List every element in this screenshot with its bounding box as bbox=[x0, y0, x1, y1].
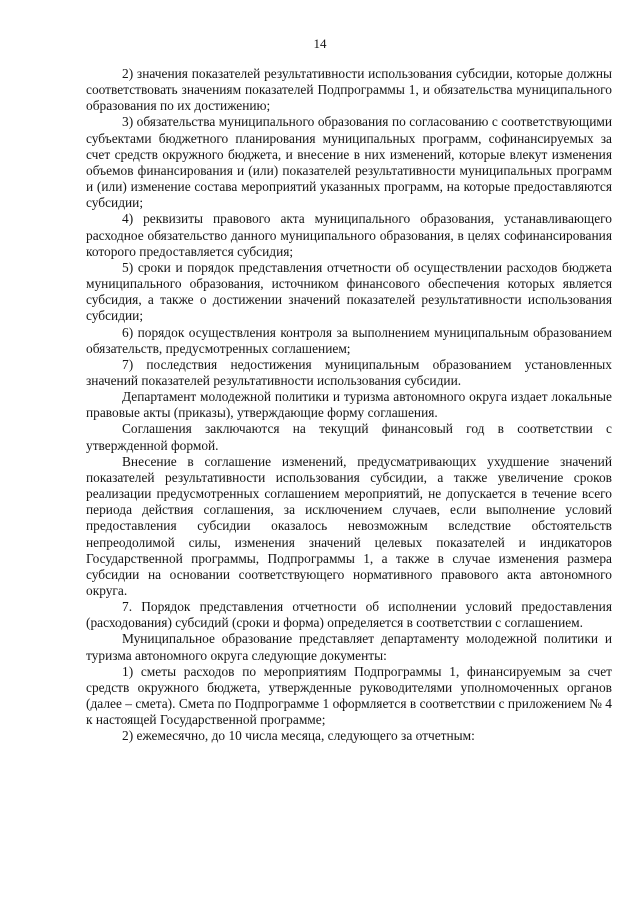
paragraph-item-2-indicators: 2) значения показателей результативности использования субсидии, которые должны соответствовать значениям показателей Подпрограммы 1, и обязательства муниципального образования по их достижению; bbox=[86, 66, 612, 114]
paragraph-amendments: Внесение в соглашение изменений, предусматривающих ухудшение значений показателей результативности использования субсидии, а также увеличение сроков реализации предусмотренных соглашением мероприятий, не допускается в течение всего периода действия соглашения, за исключением случаев, если выполнение условий предоставления субсидии оказалось невозможным вследствие обстоятельств непреодолимой силы, изменения значений целевых показателей и индикаторов Государственной программы, Подпрограммы 1, а также в случае изменения размера субсидии на основании соответствующего нормативного правового акта автономного округа. bbox=[86, 453, 612, 598]
paragraph-item-7-consequences: 7) последствия недостижения муниципальным образованием установленных значений показателей результативности использования субсидии. bbox=[86, 356, 612, 388]
paragraph-documents-intro: Муниципальное образование представляет департаменту молодежной политики и туризма автономного округа следующие документы: bbox=[86, 631, 612, 663]
paragraph-agreements-term: Соглашения заключаются на текущий финансовый год в соответствии с утвержденной формой. bbox=[86, 421, 612, 453]
paragraph-item-5-reporting-terms: 5) сроки и порядок представления отчетности об осуществлении расходов бюджета муниципального образования, источником финансового обеспечения которых является субсидия, а также о достижении значений показателей результативности использования субсидии; bbox=[86, 259, 612, 324]
paragraph-doc-2-monthly: 2) ежемесячно, до 10 числа месяца, следующего за отчетным: bbox=[122, 728, 475, 744]
paragraph-doc-1-estimates: 1) сметы расходов по мероприятиям Подпрограммы 1, финансируемым за счет средств окружного бюджета, утвержденные руководителями уполномоченных органов (далее – смета). Смета по Подпрограмме 1 оформляется в соответствии с приложением № 4 к настоящей Государственной программе; bbox=[86, 663, 612, 728]
paragraph-department-acts: Департамент молодежной политики и туризма автономного округа издает локальные правовые акты (приказы), утверждающие форму соглашения. bbox=[86, 389, 612, 421]
document-body bbox=[86, 66, 612, 745]
paragraph-item-3-obligations: 3) обязательства муниципального образования по согласованию с соответствующими субъектами бюджетного планирования муниципальных программ, софинансируемых за счет средств окружного бюджета, и внесение в них изменений, которые влекут изменения объемов финансирования и (или) показателей результативности муниципальных программ и (или) изменение состава мероприятий указанных программ, на которые предоставляются субсидии; bbox=[86, 114, 612, 211]
paragraph-item-6-control-procedure: 6) порядок осуществления контроля за выполнением муниципальным образованием обязательств, предусмотренных соглашением; bbox=[86, 324, 612, 356]
page-number: 14 bbox=[313, 36, 327, 51]
paragraph-section-7-reporting: 7. Порядок представления отчетности об исполнении условий предоставления (расходования) субсидий (сроки и форма) определяется в соответствии с соглашением. bbox=[86, 599, 612, 631]
paragraph-item-4-requisites: 4) реквизиты правового акта муниципального образования, устанавливающего расходное обязательство данного муниципального образования, в целях софинансирования которого предоставляется субсидия; bbox=[86, 211, 612, 259]
